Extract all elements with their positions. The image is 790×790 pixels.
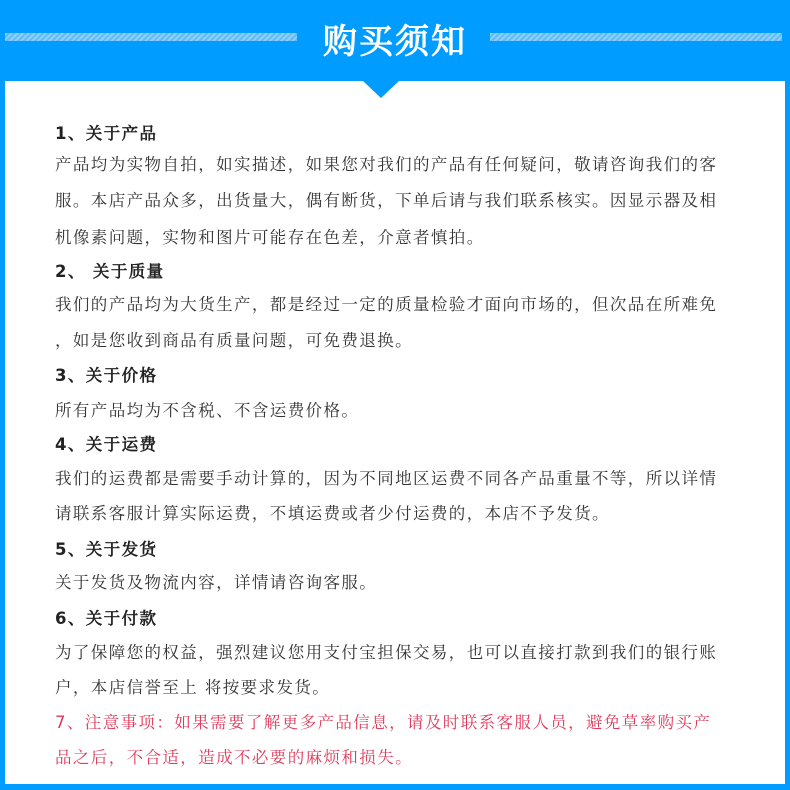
section-text: 户，本店信誉至上 将按要求发货。 [55, 678, 331, 697]
section-text: 机像素问题，实物和图片可能存在色差，介意者慎拍。 [55, 228, 485, 247]
notch-arrow-icon [363, 81, 399, 98]
section-text: 关于发货及物流内容，详情请咨询客服。 [55, 573, 378, 592]
section-text: ，如是您收到商品有质量问题，可免费退换。 [55, 331, 413, 350]
section-text: 为了保障您的权益，强烈建议您用支付宝担保交易，也可以直接打款到我们的银行账 [55, 643, 718, 662]
section-heading-price: 3、关于价格 [55, 366, 158, 385]
section-heading-shipping-fee: 4、关于运费 [55, 435, 158, 454]
notice-text: 7、注意事项：如果需要了解更多产品信息，请及时联系客服人员，避免草率购买产 [55, 713, 712, 732]
section-text: 产品均为实物自拍，如实描述，如果您对我们的产品有任何疑问，敬请咨询我们的客 [55, 155, 718, 174]
section-text: 我们的运费都是需要手动计算的，因为不同地区运费不同各产品重量不等，所以详情 [55, 469, 718, 488]
header-banner [0, 0, 790, 81]
section-heading-delivery: 5、关于发货 [55, 540, 158, 559]
notice-card [5, 81, 785, 784]
notice-text: 品之后，不合适，造成不必要的麻烦和损失。 [55, 748, 413, 767]
section-text: 我们的产品均为大货生产，都是经过一定的质量检验才面向市场的，但次品在所难免 [55, 295, 718, 314]
page-title: 购买须知 [323, 22, 467, 62]
section-text: 所有产品均为不含税、不含运费价格。 [55, 401, 360, 420]
section-heading-payment: 6、关于付款 [55, 609, 158, 628]
section-heading-product: 1、关于产品 [55, 124, 158, 143]
section-text: 服。本店产品众多，出货量大，偶有断货，下单后请与我们联系核实。因显示器及相 [55, 191, 718, 210]
section-text: 请联系客服计算实际运费，不填运费或者少付运费的，本店不予发货。 [55, 504, 610, 523]
section-heading-quality: 2、 关于质量 [55, 262, 165, 281]
